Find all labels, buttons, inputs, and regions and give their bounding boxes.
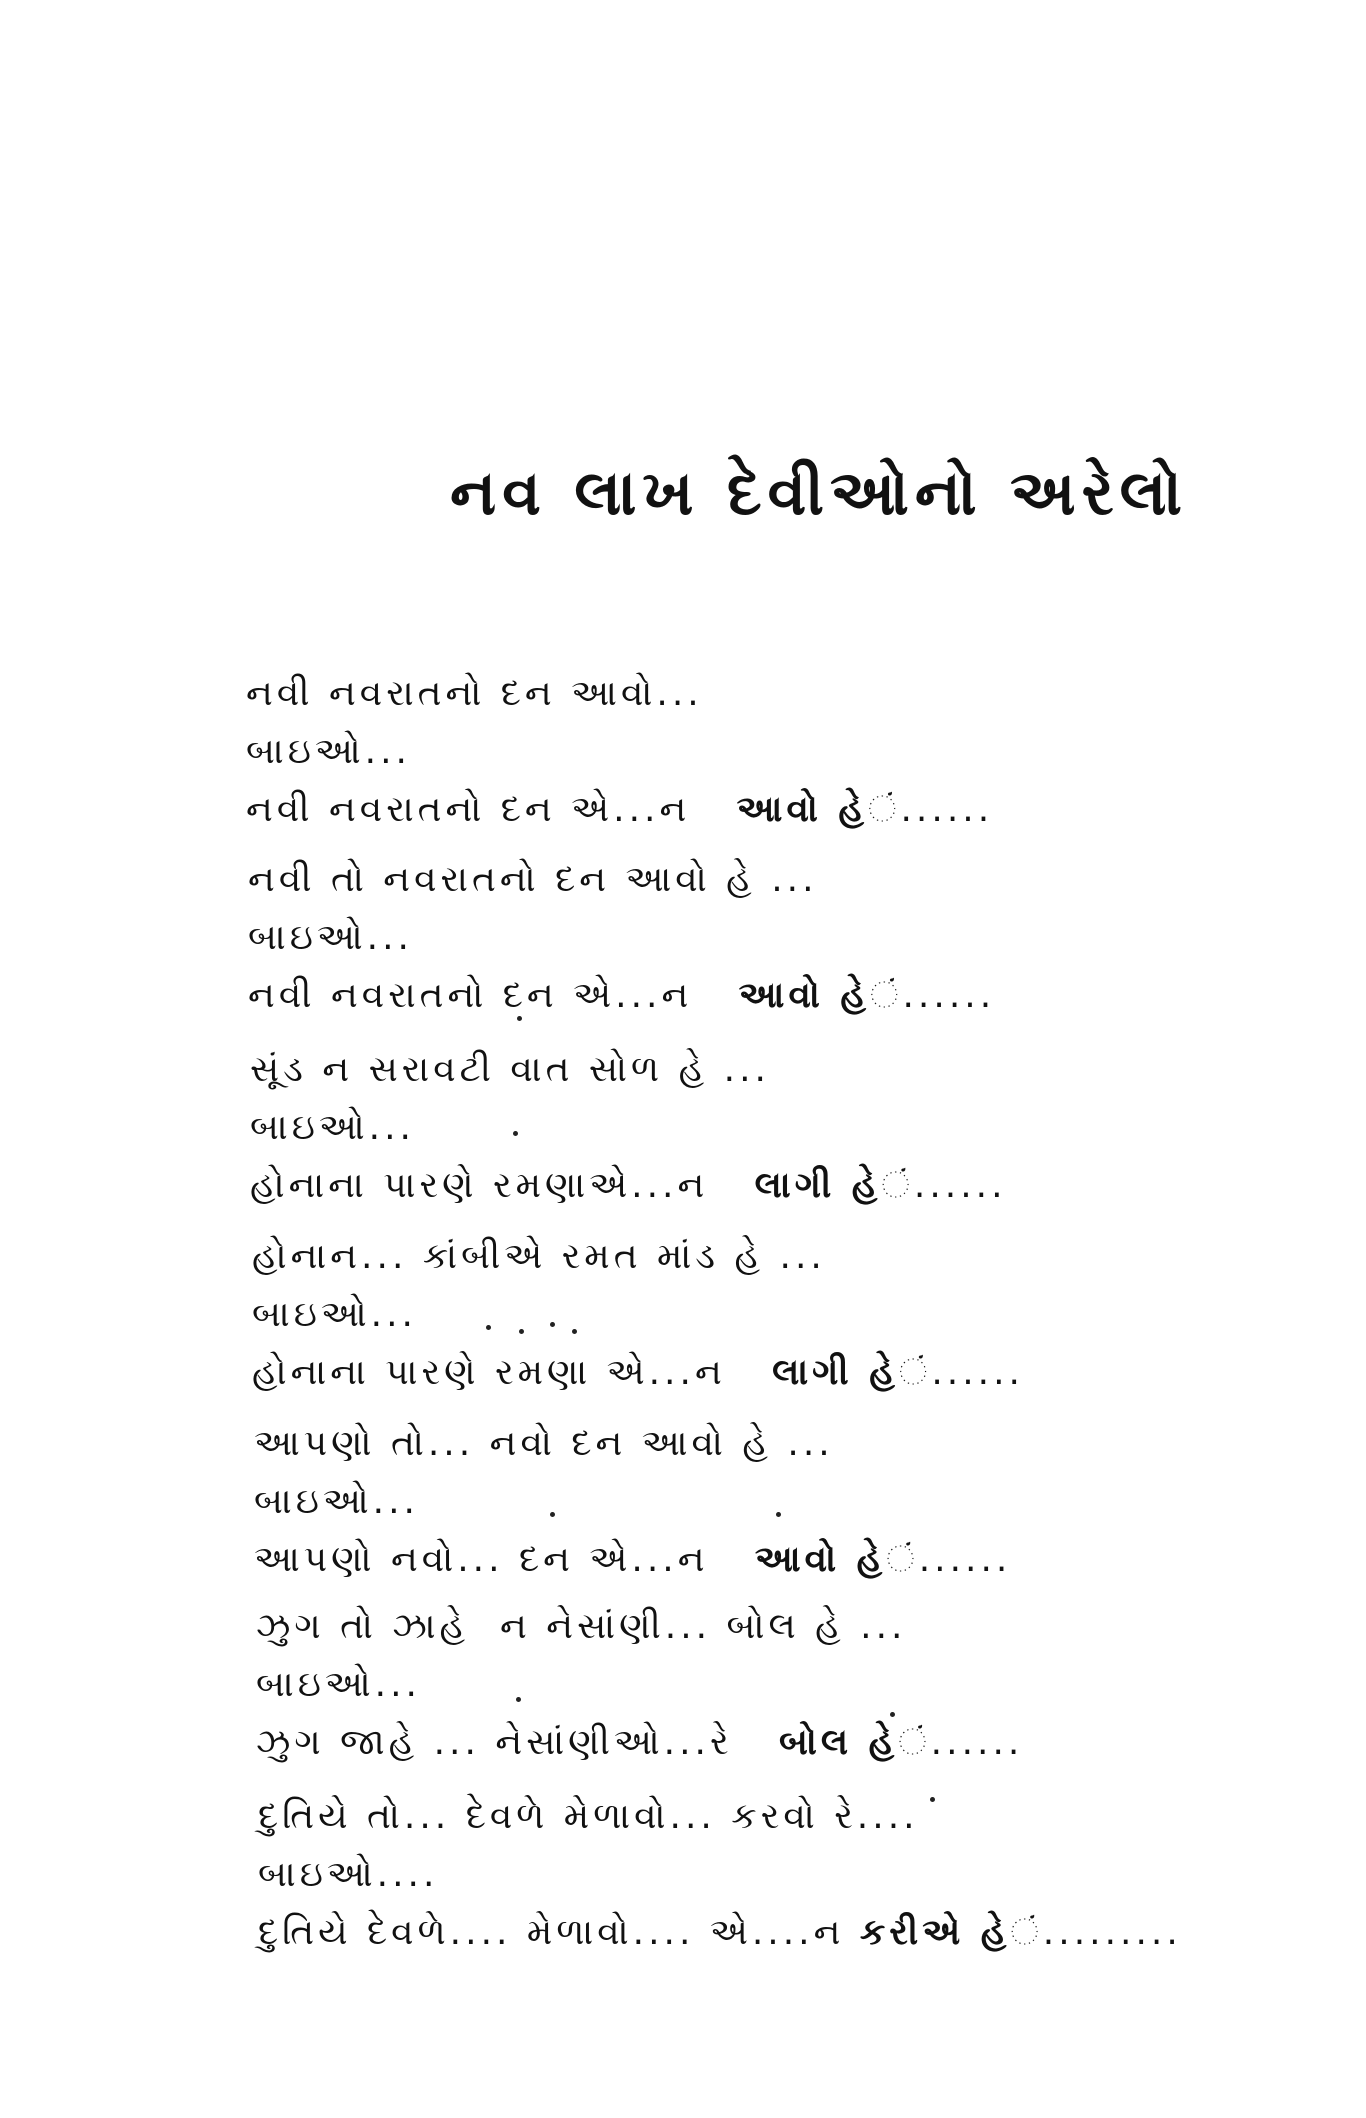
print-speck (572, 1329, 577, 1334)
stanza-refrain-line (256, 1714, 1156, 1772)
refrain-tail: ં...... (868, 789, 994, 830)
refrain-text: ઝુગ જાહે ... નેસાંણીઓ...રે (256, 1722, 779, 1763)
refrain-tail: ં...... (898, 1722, 1024, 1763)
stanza-line: બાઇઓ... (254, 1481, 419, 1522)
refrain-text: નવી નવરાતનો દન એ...ન (246, 789, 737, 830)
print-speck (516, 1697, 521, 1702)
stanza-3 (250, 1041, 1150, 1215)
refrain-text: આપણો નવો... દન એ...ન (254, 1539, 755, 1580)
stanza-refrain-line (246, 781, 1146, 839)
refrain-bold-text: આવો હે (738, 975, 871, 1016)
refrain-bold-text: કરીએ હે (859, 1912, 1011, 1953)
stanza-line: હોનાન... કાંબીએ રમત માંડ હે ... (252, 1236, 826, 1277)
stanza-line: બાઇઓ... (252, 1294, 417, 1335)
refrain-text: હોનાના પારણે રમણાએ...ન (250, 1165, 755, 1206)
stanza-line: બાઇઓ.... (258, 1854, 439, 1895)
refrain-text: નવી નવરાતનો દન એ...ન (248, 975, 739, 1016)
stanza-line: નવી તો નવરાતનો દન આવો હે ... (248, 859, 818, 900)
stanza-refrain-line (250, 1157, 1150, 1215)
refrain-tail: ં...... (870, 975, 996, 1016)
poem-title: નવ લાખ દેવીઓનો અરેલો (450, 456, 1189, 529)
refrain-bold-text: બોલ હે (778, 1722, 899, 1763)
print-speck (486, 1325, 491, 1330)
stanza-refrain-line (254, 1531, 1154, 1589)
stanza-refrain-line (248, 967, 1148, 1025)
stanza-line: બાઇઓ... (246, 731, 411, 772)
stanza-line: નવી નવરાતનો દન આવો... (246, 673, 703, 714)
refrain-tail: ં......... (1010, 1912, 1182, 1953)
stanza-5 (254, 1415, 1154, 1589)
stanza-line: સૂંડ ન સરાવટી વાત સોળ હે ... (250, 1049, 770, 1090)
stanza-line: બાઇઓ... (256, 1664, 421, 1705)
refrain-tail: ં...... (886, 1539, 1012, 1580)
refrain-bold-text: આવો હે (736, 789, 869, 830)
refrain-text: હોનાના પારણે રમણા એ...ન (252, 1352, 773, 1393)
refrain-bold-text: લાગી હે (772, 1352, 899, 1393)
print-speck (930, 1797, 935, 1802)
stanza-4 (252, 1228, 1152, 1402)
print-speck (519, 1329, 524, 1334)
print-speck (517, 1016, 522, 1021)
print-speck (776, 1512, 781, 1517)
stanza-6 (256, 1598, 1156, 1772)
stanza-line: દુતિયે તો... દેવળે મેળાવો... કરવો રે.... (258, 1796, 919, 1837)
print-speck (513, 1131, 518, 1136)
stanza-line: બાઇઓ... (248, 917, 413, 958)
stanza-refrain-line (252, 1344, 1152, 1402)
print-speck (550, 1322, 555, 1327)
refrain-text: દુતિયે દેવળે.... મેળાવો.... એ....ન (258, 1912, 860, 1953)
stanza-1 (246, 665, 1146, 839)
stanza-line: આપણો તો... નવો દન આવો હે ... (254, 1423, 834, 1464)
refrain-bold-text: આવો હે (754, 1539, 887, 1580)
stanza-7 (258, 1788, 1182, 1962)
stanza-refrain-line (258, 1904, 1182, 1962)
refrain-bold-text: લાગી હે (754, 1165, 882, 1206)
refrain-tail: ં...... (881, 1165, 1007, 1206)
refrain-tail: ં...... (898, 1352, 1024, 1393)
stanza-line: ઝુગ તો ઝાહે ન નેસાંણી... બોલ હે ... (256, 1606, 907, 1647)
print-speck (890, 1712, 895, 1717)
print-speck (550, 1512, 555, 1517)
stanza-line: બાઇઓ... (250, 1107, 415, 1148)
stanza-2 (248, 851, 1148, 1025)
